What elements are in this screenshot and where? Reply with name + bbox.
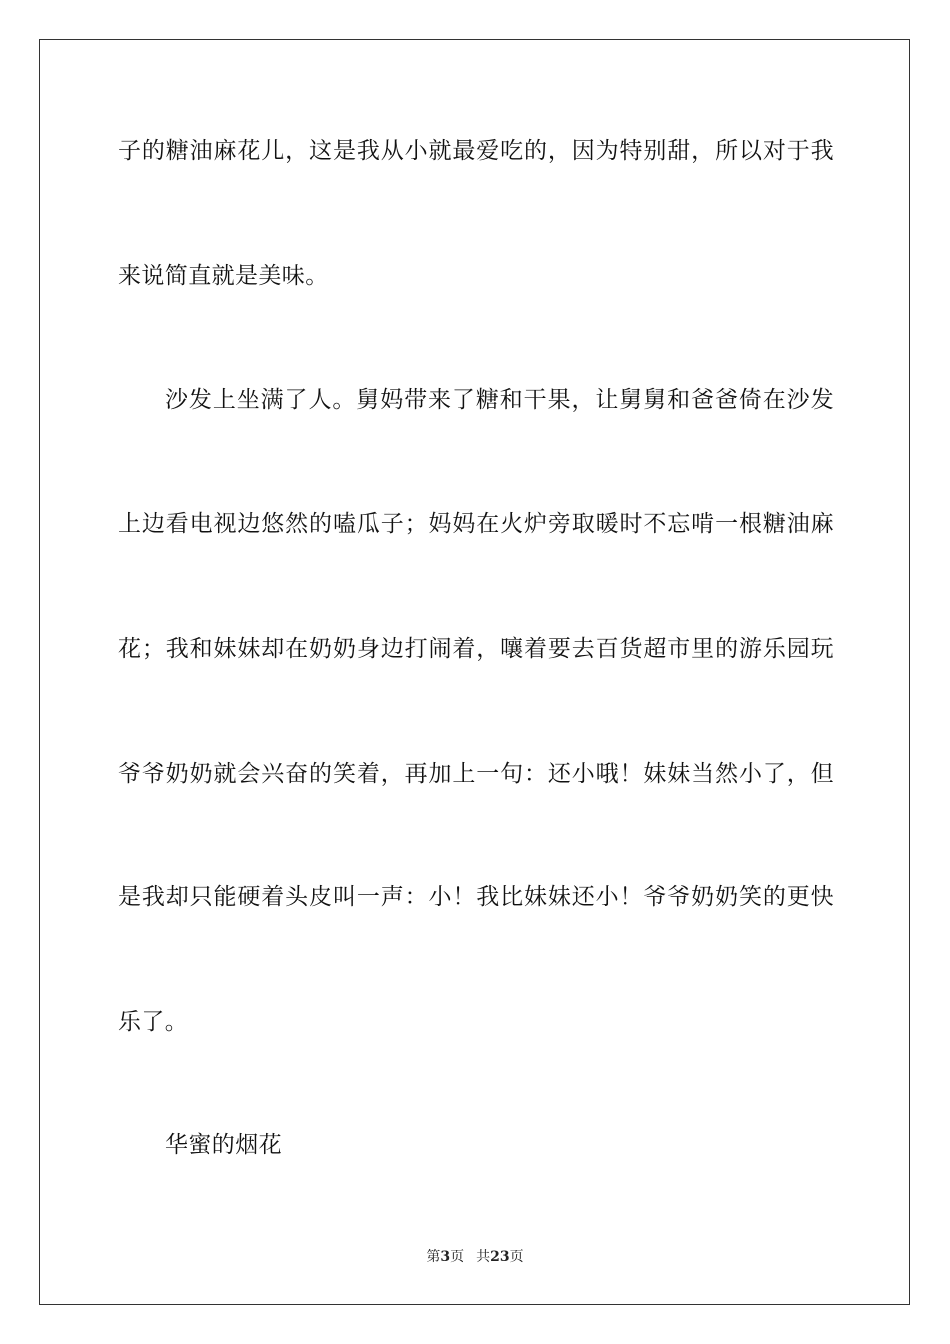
paragraph-line: 沙发上坐满了人。舅妈带来了糖和干果，让舅舅和爸爸倚在沙发 xyxy=(165,387,834,413)
paragraph-line: 爷爷奶奶就会兴奋的笑着，再加上一句：还小哦！妹妹当然小了，但 xyxy=(118,761,834,787)
paragraph-line: 子的糖油麻花儿，这是我从小就最爱吃的，因为特别甜，所以对于我 xyxy=(118,138,834,164)
total-suffix: 页 xyxy=(509,1249,524,1265)
total-prefix: 共 xyxy=(476,1249,491,1265)
page-suffix: 页 xyxy=(450,1249,465,1265)
paragraph-line: 来说简直就是美味。 xyxy=(118,263,329,289)
page-frame xyxy=(39,39,910,1305)
page-number: 3 xyxy=(440,1249,451,1265)
paragraph-line: 乐了。 xyxy=(118,1009,189,1035)
page-prefix: 第 xyxy=(426,1249,441,1265)
paragraph-line: 是我却只能硬着头皮叫一声：小！我比妹妹还小！爷爷奶奶笑的更快 xyxy=(118,884,834,910)
total-pages: 23 xyxy=(490,1249,510,1265)
paragraph-line: 花；我和妹妹却在奶奶身边打闹着，嚷着要去百货超市里的游乐园玩 xyxy=(118,636,834,662)
page-footer xyxy=(0,1247,950,1267)
paragraph-line: 上边看电视边悠然的嗑瓜子；妈妈在火炉旁取暖时不忘啃一根糖油麻 xyxy=(118,511,834,537)
section-heading: 华蜜的烟花 xyxy=(165,1132,282,1158)
